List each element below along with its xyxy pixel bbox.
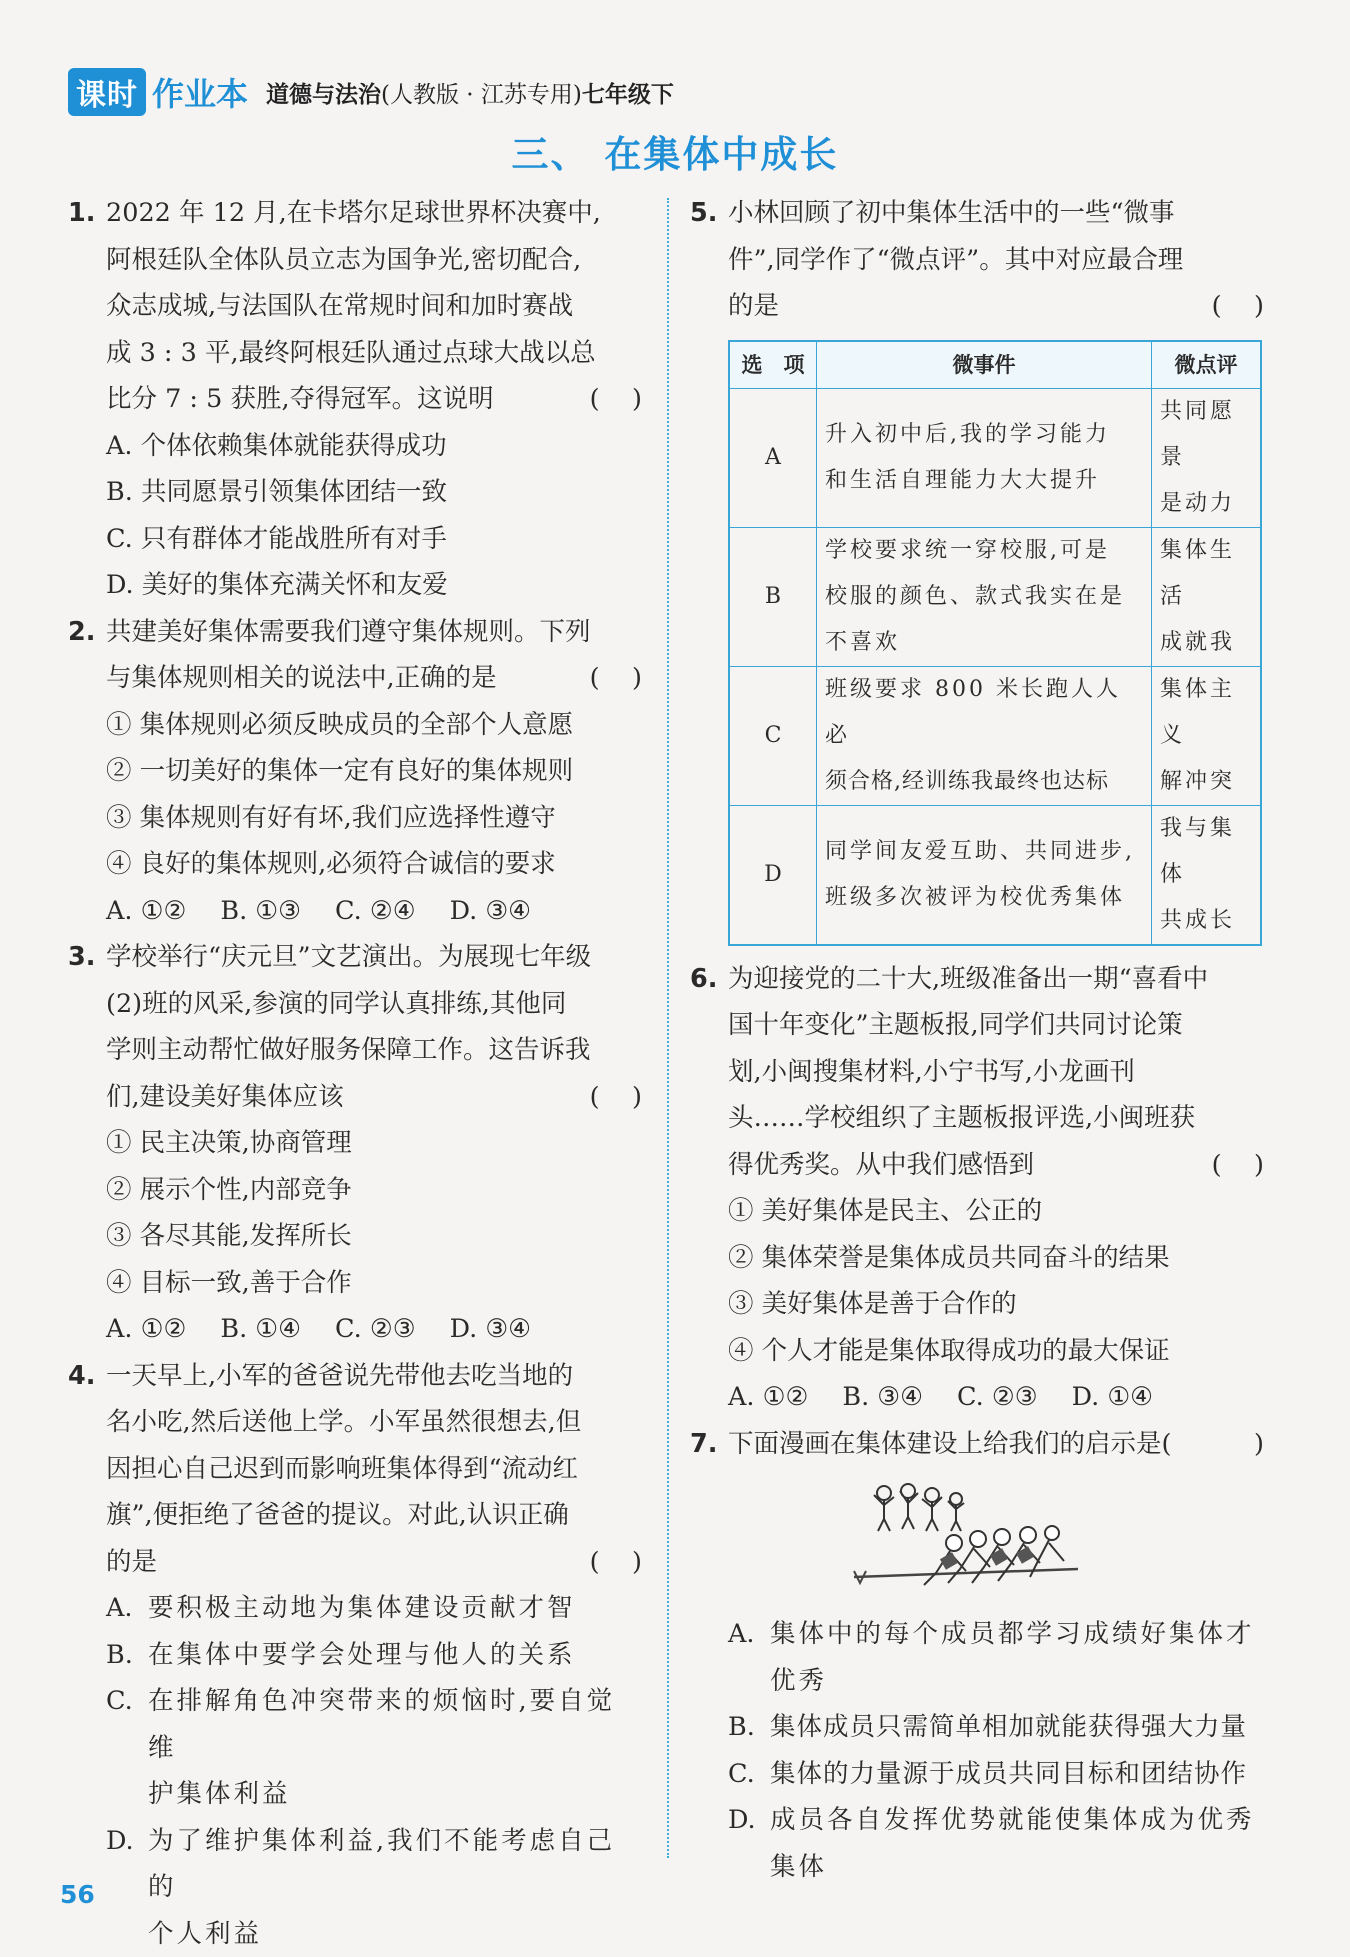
row-option: D [729,805,817,945]
question-2 [68,609,642,935]
option-d[interactable] [68,1818,642,1957]
statement-1: ① 美好集体是民主、公正的 [690,1188,1264,1235]
row-event [817,388,1152,527]
row-event [817,527,1152,666]
question-number: 5. [690,190,728,330]
option-a[interactable] [68,1585,642,1632]
statement-2: ② 集体荣誉是集体成员共同奋斗的结果 [690,1235,1264,1282]
row-option: C [729,666,817,805]
statement-3: ③ 美好集体是善于合作的 [690,1281,1264,1328]
section-title: 三、 在集体中成长 [0,124,1350,178]
comment-line: 成就我 [1160,620,1252,666]
row-comment [1152,388,1262,527]
option-text: 集体 [770,1844,1264,1891]
question-line: 下面漫画在集体建设上给我们的启示是( [728,1429,1171,1459]
question-line: 得优秀奖。从中我们感悟到 [728,1150,1034,1180]
question-7 [690,1421,1264,1891]
table-header-row [729,341,1261,389]
column-divider [667,198,669,1858]
option-text: 护集体利益 [148,1771,642,1818]
brand-name: 作业本 [152,69,248,115]
event-line: 班级要求 800 米长跑人人必 [825,667,1143,759]
book-grade: 七年级下 [582,76,674,109]
answer-blank[interactable]: ( ) [590,1539,642,1586]
question-line: 件”,同学作了“微点评”。其中对应最合理 [728,237,1264,284]
choice-b[interactable]: B. ①④ [220,1306,301,1353]
statement-3: ③ 各尽其能,发挥所长 [68,1213,642,1260]
answer-blank[interactable]: ( ) [590,376,642,423]
choice-c[interactable]: C. ②③ [335,1306,416,1353]
statement-2: ② 展示个性,内部竞争 [68,1167,642,1214]
answer-blank[interactable]: ( ) [1212,1142,1264,1189]
row-comment [1152,805,1262,945]
choice-d[interactable]: D. ③④ [450,888,531,935]
right-column [690,190,1264,1890]
choice-c[interactable]: C. ②④ [335,888,416,935]
option-a[interactable] [690,1611,1264,1704]
question-3 [68,934,642,1353]
choice-d[interactable]: D. ①④ [1072,1374,1153,1421]
option-label: B. [106,1632,148,1679]
brand-logo: 课时 [68,68,146,116]
statement-1: ① 民主决策,协商管理 [68,1120,642,1167]
choice-a[interactable]: A. ①② [728,1374,808,1421]
question-line: 的是 [728,291,779,321]
option-text: 在集体中要学会处理与他人的关系 [148,1632,642,1679]
row-comment [1152,666,1262,805]
comment-line: 是动力 [1160,481,1252,527]
header-comment: 微点评 [1152,341,1262,389]
question-4 [68,1353,642,1957]
option-b[interactable]: B. 共同愿景引领集体团结一致 [68,469,642,516]
question-line: 共建美好集体需要我们遵守集体规则。下列 [106,609,642,656]
event-line: 校服的颜色、款式我实在是 [825,574,1143,620]
question-line: 与集体规则相关的说法中,正确的是 [106,663,497,693]
question-line: 小林回顾了初中集体生活中的一些“微事 [728,190,1264,237]
book-title: 道德与法治 [266,76,381,109]
comment-line: 解冲突 [1160,759,1252,805]
option-label: C. [728,1751,770,1798]
question-line: 的是 [106,1547,157,1577]
question-line: 一天早上,小军的爸爸说先带他去吃当地的 [106,1353,642,1400]
row-event [817,666,1152,805]
statement-4: ④ 个人才能是集体取得成功的最大保证 [690,1328,1264,1375]
statement-2: ② 一切美好的集体一定有良好的集体规则 [68,748,642,795]
question-line: 2022 年 12 月,在卡塔尔足球世界杯决赛中, [106,190,642,237]
table-row [729,666,1261,805]
option-c[interactable] [690,1751,1264,1798]
question-line: 学校举行“庆元旦”文艺演出。为展现七年级 [106,934,642,981]
choice-a[interactable]: A. ①② [106,1306,186,1353]
question-line: 因担心自己迟到而影响班集体得到“流动红 [106,1446,642,1493]
statement-3: ③ 集体规则有好有坏,我们应选择性遵守 [68,795,642,842]
event-line: 班级多次被评为校优秀集体 [825,875,1143,921]
book-edition: (人教版 · 江苏专用) [381,76,582,109]
question-line: 旗”,便拒绝了爸爸的提议。对此,认识正确 [106,1492,642,1539]
option-text: 要积极主动地为集体建设贡献才智 [148,1585,642,1632]
event-line: 同学间友爱互助、共同进步, [825,829,1143,875]
option-d[interactable]: D. 美好的集体充满关怀和友爱 [68,562,642,609]
question-number: 6. [690,956,728,1189]
event-line: 和生活自理能力大大提升 [825,458,1143,504]
choice-b[interactable]: B. ①③ [220,888,301,935]
question-1 [68,190,642,609]
question-number: 3. [68,934,106,1120]
event-line: 须合格,经训练我最终也达标 [825,759,1143,805]
comment-line: 共同愿景 [1160,389,1252,481]
option-text: 优秀 [770,1658,1264,1705]
statement-4: ④ 良好的集体规则,必须符合诚信的要求 [68,841,642,888]
answer-blank[interactable]: ( ) [1212,283,1264,330]
question-line: 众志成城,与法国队在常规时间和加时赛战 [106,283,642,330]
option-c[interactable]: C. 只有群体才能战胜所有对手 [68,516,642,563]
question-line: 阿根廷队全体队员立志为国争光,密切配合, [106,237,642,284]
header-option: 选 项 [729,341,817,389]
option-text: 集体中的每个成员都学习成绩好集体才 [770,1611,1264,1658]
question-line: 比分 7 : 5 获胜,夺得冠军。这说明 [106,384,494,414]
option-d[interactable] [690,1797,1264,1890]
option-label: A. [106,1585,148,1632]
question-5 [690,190,1264,946]
table-row [729,388,1261,527]
question-line: 头……学校组织了主题板报评选,小闽班获 [728,1095,1264,1142]
row-option: B [729,527,817,666]
row-option: A [729,388,817,527]
left-column [68,190,642,1957]
row-comment [1152,527,1262,666]
question-line: 国十年变化”主题板报,同学们共同讨论策 [728,1002,1264,1049]
event-comment-table [728,340,1262,946]
question-line: 们,建设美好集体应该 [106,1082,344,1112]
page-header [68,70,674,114]
option-label: D. [106,1818,148,1957]
question-number: 4. [68,1353,106,1586]
question-line: (2)班的风采,参演的同学认真排练,其他同 [106,981,642,1028]
option-text: 集体成员只需简单相加就能获得强大力量 [770,1704,1264,1751]
question-number: 2. [68,609,106,702]
question-line: 学则主动帮忙做好服务保障工作。这告诉我 [106,1027,642,1074]
comment-line: 我与集体 [1160,806,1252,898]
option-text: 为了维护集体利益,我们不能考虑自己的 [148,1818,642,1911]
page-number: 56 [60,1880,95,1909]
option-label: A. [728,1611,770,1704]
option-text: 在排解角色冲突带来的烦恼时,要自觉维 [148,1678,642,1771]
choice-c[interactable]: C. ②③ [957,1374,1038,1421]
option-label: D. [728,1797,770,1890]
option-b[interactable] [690,1704,1264,1751]
option-text: 集体的力量源于成员共同目标和团结协作 [770,1751,1264,1798]
tug-of-war-cartoon [846,1473,1086,1603]
event-line: 升入初中后,我的学习能力 [825,412,1143,458]
answer-blank[interactable]: ) [1222,1421,1264,1468]
question-line: 划,小闽搜集材料,小宁书写,小龙画刊 [728,1049,1264,1096]
option-a[interactable]: A. 个体依赖集体就能获得成功 [68,423,642,470]
choice-b[interactable]: B. ③④ [842,1374,923,1421]
question-line: 名小吃,然后送他上学。小军虽然很想去,但 [106,1399,642,1446]
comment-line: 集体主义 [1160,667,1252,759]
answer-blank[interactable]: ( ) [590,655,642,702]
choice-d[interactable]: D. ③④ [450,1306,531,1353]
table-row [729,805,1261,945]
question-line: 成 3 : 3 平,最终阿根廷队通过点球大战以总 [106,330,642,377]
statement-1: ① 集体规则必须反映成员的全部个人意愿 [68,702,642,749]
question-number: 1. [68,190,106,423]
question-line: 为迎接党的二十大,班级准备出一期“喜看中 [728,956,1264,1003]
question-number: 7. [690,1421,728,1468]
event-line: 不喜欢 [825,620,1143,666]
option-label: B. [728,1704,770,1751]
event-line: 学校要求统一穿校服,可是 [825,528,1143,574]
option-b[interactable] [68,1632,642,1679]
option-text: 个人利益 [148,1911,642,1957]
header-event: 微事件 [817,341,1152,389]
option-label: C. [106,1678,148,1818]
question-6 [690,956,1264,1421]
table-row [729,527,1261,666]
choice-a[interactable]: A. ①② [106,888,186,935]
comment-line: 共成长 [1160,898,1252,944]
row-event [817,805,1152,945]
answer-blank[interactable]: ( ) [590,1074,642,1121]
comment-line: 集体生活 [1160,528,1252,620]
statement-4: ④ 目标一致,善于合作 [68,1260,642,1307]
option-text: 成员各自发挥优势就能使集体成为优秀 [770,1797,1264,1844]
option-c[interactable] [68,1678,642,1818]
